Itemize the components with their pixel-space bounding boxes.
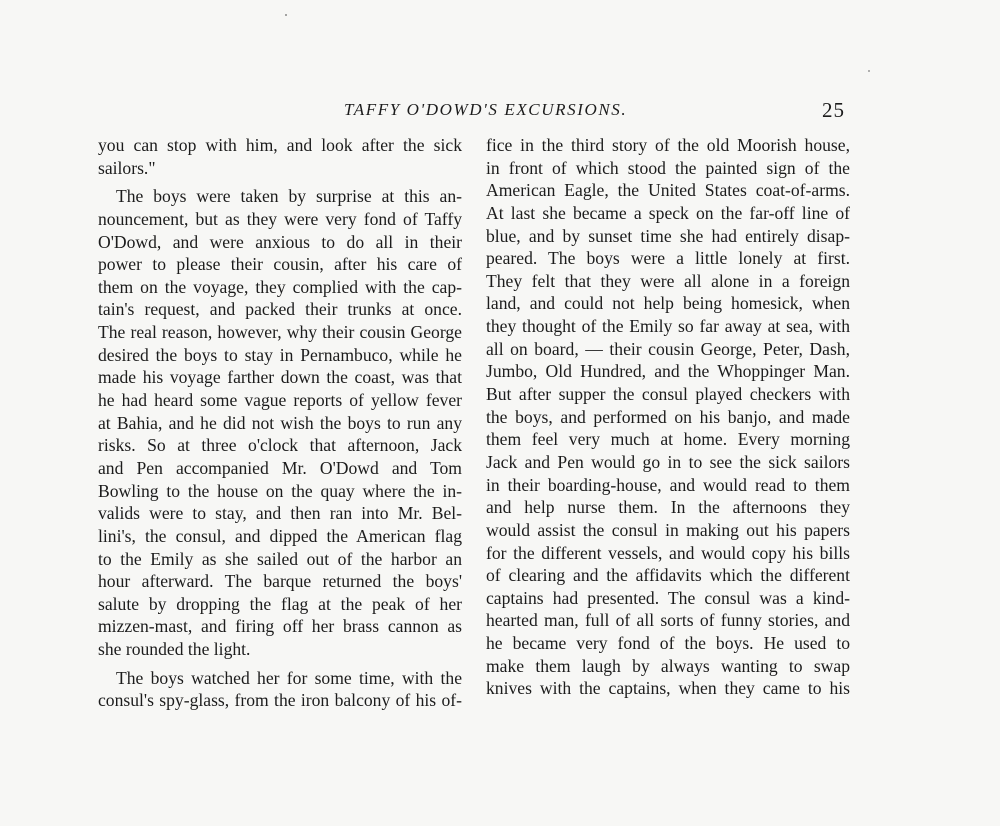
text-line: hour afterward. The barque returned the boys': [98, 571, 462, 592]
text-line: to the Emily as she sailed out of the harbor an: [98, 548, 462, 569]
text-line: American Eagle, the United States coat-of-arms.: [486, 180, 850, 201]
paper-speck: [868, 70, 870, 72]
text-line: O'Dowd, and were anxious to do all in their: [98, 231, 462, 252]
text-line: risks. So at three o'clock that afternoon, Jack: [98, 435, 462, 456]
text-line: The boys were taken by surprise at this an-: [116, 186, 462, 207]
text-line: them on the voyage, they complied with the cap-: [98, 276, 462, 297]
text-line: land, and could not help being homesick, when: [486, 293, 850, 314]
text-line: knives with the captains, when they came to his: [486, 678, 850, 699]
text-line: he became very fond of the boys. He used to: [486, 633, 850, 654]
text-line: hearted man, full of all sorts of funny stories, and: [486, 610, 850, 631]
text-line: of clearing and the affidavits which the different: [486, 565, 850, 586]
text-line: make them laugh by always wanting to swap: [486, 655, 850, 676]
text-line: made his voyage farther down the coast, was that: [98, 367, 462, 388]
text-line: Jack and Pen would go in to see the sick sailors: [486, 451, 850, 472]
text-line: she rounded the light.: [98, 639, 251, 660]
text-line: the boys, and performed on his banjo, and made: [486, 406, 850, 427]
left-text-column: [98, 134, 462, 712]
right-text-column: [486, 134, 850, 700]
text-line: would assist the consul in making out his papers: [486, 519, 850, 540]
text-line: Jumbo, Old Hundred, and the Whoppinger Man.: [486, 361, 850, 382]
text-line: consul's spy-glass, from the iron balcony of his of-: [98, 690, 462, 711]
text-line: lini's, the consul, and dipped the American flag: [98, 525, 462, 546]
text-line: in their boarding-house, and would read to them: [486, 474, 850, 495]
text-line: for the different vessels, and would copy his bills: [486, 542, 850, 563]
text-line: he had heard some vague reports of yellow fever: [98, 390, 462, 411]
text-line: The real reason, however, why their cousin George: [98, 322, 462, 343]
text-line: in front of which stood the painted sign of the: [486, 157, 850, 178]
text-line: But after supper the consul played checkers with: [486, 384, 850, 405]
text-line: mizzen-mast, and firing off her brass cannon as: [98, 616, 462, 637]
text-line: Bowling to the house on the quay where the in-: [98, 480, 462, 501]
text-line: all on board, — their cousin George, Peter, Dash,: [486, 338, 850, 359]
text-line: desired the boys to stay in Pernambuco, while he: [98, 344, 462, 365]
text-line: them feel very much at home. Every morning: [486, 429, 850, 450]
text-line: fice in the third story of the old Moorish house,: [486, 135, 850, 155]
text-line: you can stop with him, and look after the sick: [98, 135, 462, 155]
page-header: [0, 96, 1000, 124]
text-line: power to please their cousin, after his care of: [98, 254, 462, 275]
text-line: valids were to stay, and then ran into Mr. Bel-: [98, 503, 462, 524]
text-line: nouncement, but as they were very fond of Taffy: [98, 208, 462, 229]
page-number: 25: [822, 98, 845, 122]
paper-speck: [285, 14, 287, 16]
text-line: at Bahia, and he did not wish the boys to run any: [98, 412, 462, 433]
text-line: captains had presented. The consul was a kind-: [486, 587, 850, 608]
text-line: peared. The boys were a little lonely at first.: [486, 248, 850, 269]
text-line: They felt that they were all alone in a foreign: [486, 270, 850, 291]
text-line: sailors.": [98, 157, 156, 178]
running-title: TAFFY O'DOWD'S EXCURSIONS.: [344, 100, 628, 119]
text-line: blue, and by sunset time she had entirely disap-: [486, 225, 850, 246]
text-line: they thought of the Emily so far away at sea, with: [486, 316, 850, 337]
text-line: salute by dropping the flag at the peak of her: [98, 593, 462, 614]
text-line: tain's request, and packed their trunks at once.: [98, 299, 462, 320]
text-line: The boys watched her for some time, with the: [116, 667, 462, 688]
text-line: and Pen accompanied Mr. O'Dowd and Tom: [98, 457, 462, 478]
text-line: and help nurse them. In the afternoons they: [486, 497, 850, 518]
text-line: At last she became a speck on the far-off line of: [486, 202, 850, 223]
